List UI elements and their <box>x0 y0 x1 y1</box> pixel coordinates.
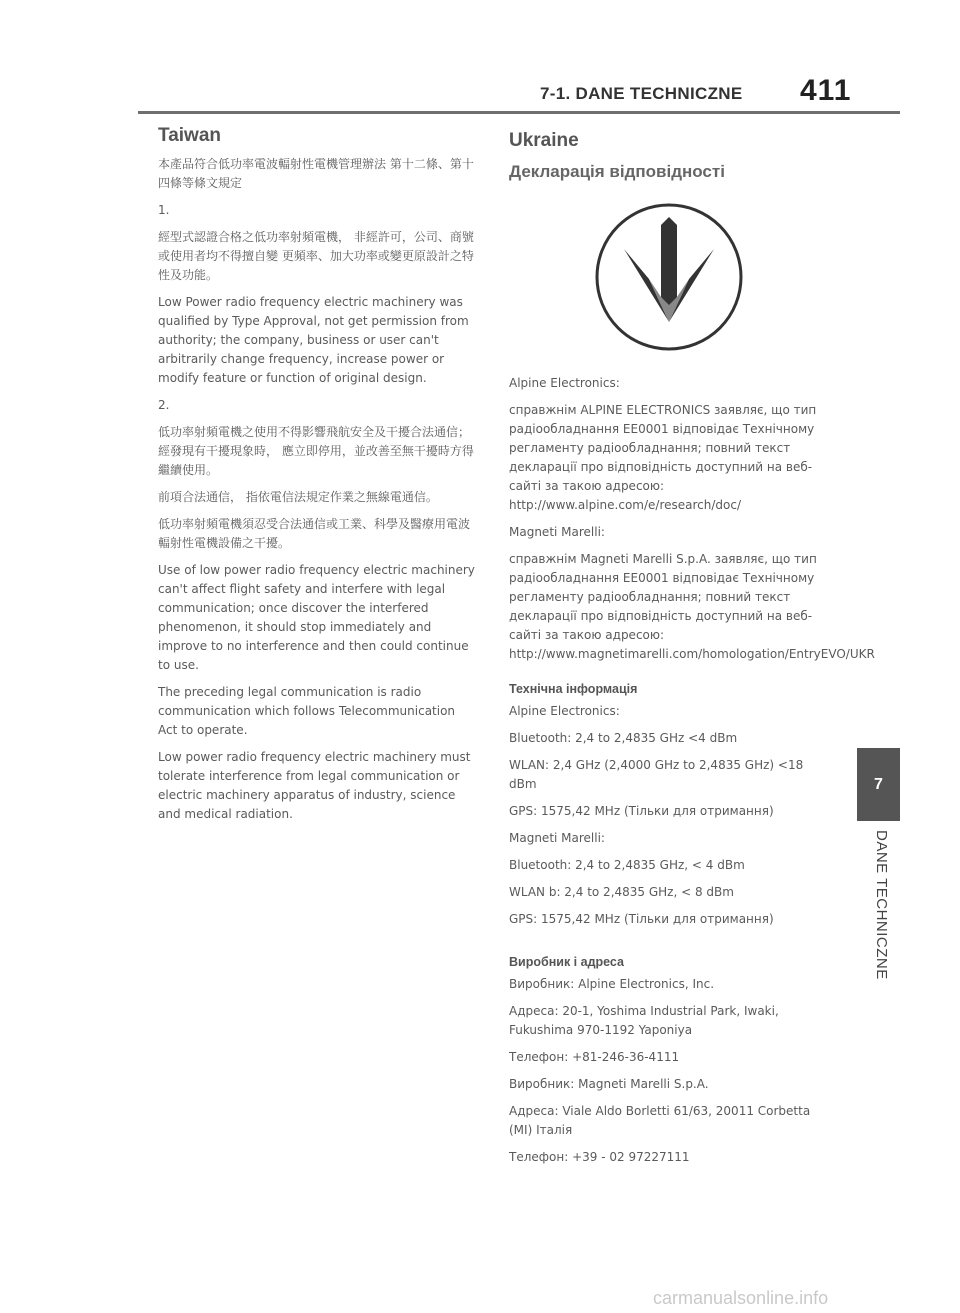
conformity-mark-icon <box>589 197 749 357</box>
ukraine-conformity-mark <box>509 192 829 362</box>
manufacturer-line: Телефон: +39 - 02 97227111 <box>509 1150 690 1164</box>
taiwan-paragraph: Use of low power radio frequency electric machinery can't affect flight safety and interfere with legal communication; once discover the interfered phenomenon, it should stop immediately and improve to no interference and then could continue to use. <box>158 563 475 672</box>
taiwan-paragraph: 經型式認證合格之低功率射頻電機， 非經許可，公司、商號或使用者均不得擅自變 更頻率、加大功率或變更原設計之特性及功能。 <box>158 230 474 282</box>
taiwan-paragraph: 2. <box>158 398 170 412</box>
manufacturer-line: Виробник: Magneti Marelli S.p.A. <box>509 1077 709 1091</box>
declaration-text: справжнім ALPINE ELECTRONICS заявляє, що тип радіообладнання EE0001 відповідає Технічному регламенту радіообладнання; повний текст декларації про відповідність доступний на веб-сайті за такою адресою: http://www.alpine.com/e/research/doc/ <box>509 403 817 512</box>
tech-info-heading: Технічна інформація <box>509 682 638 696</box>
taiwan-heading: Taiwan <box>158 125 221 146</box>
tech-info-line: WLAN b: 2,4 to 2,4835 GHz, < 8 dBm <box>509 885 734 899</box>
taiwan-paragraph: 本產品符合低功率電波輻射性電機管理辦法 第十二條、第十四條等條文規定 <box>158 157 474 190</box>
declaration-heading: Декларація відповідності <box>509 162 725 181</box>
taiwan-paragraph: The preceding legal communication is radio communication which follows Telecommunication Act to operate. <box>158 685 456 737</box>
ukraine-heading: Ukraine <box>509 130 579 151</box>
declaration-company: Alpine Electronics: <box>509 376 620 390</box>
manufacturer-line: Телефон: +81-246-36-4111 <box>509 1050 680 1064</box>
tech-info-line: Bluetooth: 2,4 to 2,4835 GHz, < 4 dBm <box>509 858 745 872</box>
tech-info-line: Magneti Marelli: <box>509 831 605 845</box>
tech-info-line: Alpine Electronics: <box>509 704 620 718</box>
page-number: 411 <box>800 74 852 107</box>
chapter-tab[interactable] <box>857 748 900 821</box>
manufacturer-line: Адреса: Viale Aldo Borletti 61/63, 20011 Corbetta (MI) Італія <box>509 1104 811 1137</box>
taiwan-paragraph: 低功率射頻電機之使用不得影響飛航安全及干擾合法通信； 經發現有干擾現象時， 應立即停用，並改善至無干擾時方得繼續使用。 <box>158 425 474 477</box>
header-rule <box>138 111 900 114</box>
tech-info-line: GPS: 1575,42 MHz (Тільки для отримання) <box>509 912 774 926</box>
chapter-number: 7 <box>874 775 883 793</box>
manufacturer-heading: Виробник і адреса <box>509 955 624 969</box>
taiwan-section <box>158 125 478 832</box>
manufacturer-line: Адреса: 20-1, Yoshima Industrial Park, Iwaki, Fukushima 970-1192 Yaponiya <box>509 1004 779 1037</box>
tech-info-line: Bluetooth: 2,4 to 2,4835 GHz <4 dBm <box>509 731 738 745</box>
watermark: carmanualsonline.info <box>653 1288 829 1308</box>
chapter-label: DANE TECHNICZNE <box>873 830 890 980</box>
taiwan-paragraph: Low power radio frequency electric machinery must tolerate interference from legal communication or electric machinery apparatus of industry, science and medical radiation. <box>158 750 471 821</box>
taiwan-paragraph: 前項合法通信， 指依電信法規定作業之無線電通信。 <box>158 490 438 504</box>
ukraine-section <box>509 130 875 1175</box>
manufacturer-line: Виробник: Alpine Electronics, Inc. <box>509 977 715 991</box>
declaration-text: справжнім Magneti Marelli S.p.A. заявляє, що тип радіообладнання EE0001 відповідає Технічному регламенту радіообладнання; повний текст декларації про відповідність доступний на веб-сайті за такою адресою: http://www.magnetimarelli.com/homologation/EntryEVO/UKR <box>509 552 875 661</box>
taiwan-paragraph: 低功率射頻電機須忍受合法通信或工業、科學及醫療用電波輻射性電機設備之干擾。 <box>158 517 471 550</box>
tech-info-line: WLAN: 2,4 GHz (2,4000 GHz to 2,4835 GHz) <18 dBm <box>509 758 804 791</box>
declaration-company: Magneti Marelli: <box>509 525 605 539</box>
tech-info-line: GPS: 1575,42 MHz (Тільки для отримання) <box>509 804 774 818</box>
section-title: 7-1. DANE TECHNICZNE <box>540 84 743 103</box>
taiwan-paragraph: 1. <box>158 203 170 217</box>
taiwan-paragraph: Low Power radio frequency electric machinery was qualified by Type Approval, not get permission from authority; the company, business or user can't arbitrarily change frequency, increase power or modify feature or function of original design. <box>158 295 469 385</box>
